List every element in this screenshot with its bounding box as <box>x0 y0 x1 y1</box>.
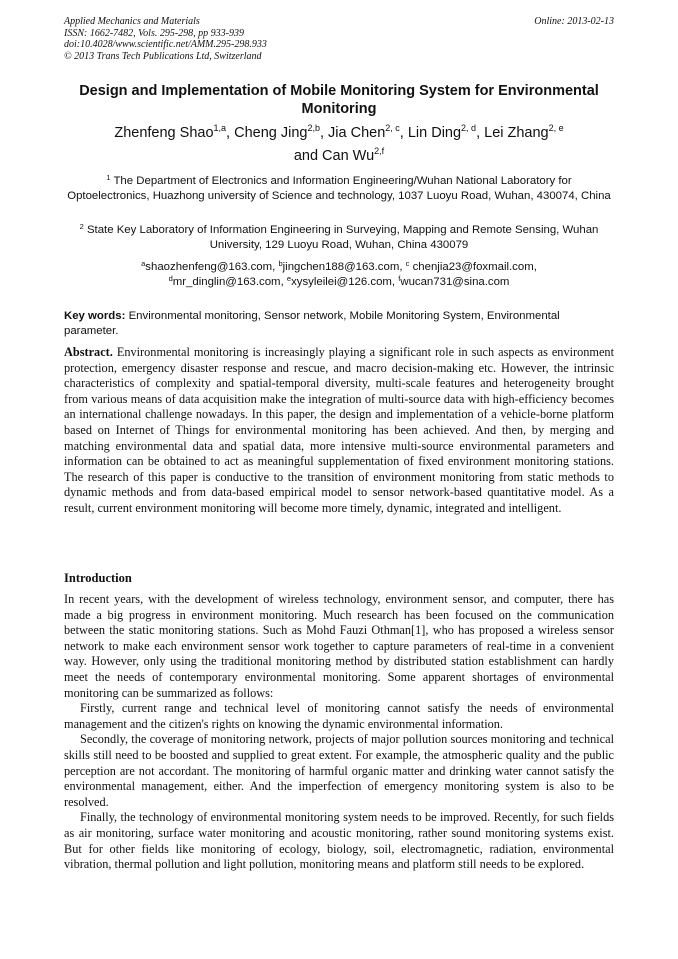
author: Lin Ding$^{2, d}$ <box>407 123 477 141</box>
abstract-text: Environmental monitoring is increasingly playing a significant role in such aspects as environment protection, emergency disaster response and rescue, and macro decision-making etc. However, the intrinsic characteristics of complexity and spatial-temporal diversity, multi-scale features and heterogeneity brought from various means of data acquisition make the integration of multi-source data with high-efficiency becomes an international challenge nowadays. In this paper, the design and implementation of a vehicle-borne platform based on Internet of Things for environmental monitoring has been achieved. And then, by merging and matching environmental data and spatial data, more intensive multi-source environmental parameters and information can be obtained to act as meaningful supplementation of fixed environment monitoring stations. The research of this paper is conductive to the transition of environment monitoring from static methods to dynamic methods and from data-based empirical model to sensor network-based quantitative model. As a result, current environment monitoring will become more timely, dynamic, integrated and intelligent. <box>64 345 614 515</box>
issn-line: ISSN: 1662-7482, Vols. 295-298, pp 933-939 <box>64 27 244 39</box>
copyright-line: © 2013 Trans Tech Publications Ltd, Switzerland <box>64 50 262 62</box>
author: Jia Chen$^{2, c}$ <box>328 123 400 141</box>
paragraph: Secondly, the coverage of monitoring network, projects of major pollution sources monitoring and technical skills still need to be boosted and supplied to great extent. For example, the atmospheric quality and the public perception are not accordant. The monitoring of harmful organic matter and drinking water cannot satisfy the environmental management, either. And the imperfection of emergency monitoring system is also to be resolved. <box>64 732 614 809</box>
email[interactable]: $^b$jingchen188@163.com <box>278 259 400 273</box>
journal-name: Applied Mechanics and Materials <box>64 16 200 27</box>
introduction-body <box>64 592 614 873</box>
online-date: Online: 2013-02-13 <box>534 16 614 27</box>
doi-line: doi:10.4028/www.scientific.net/AMM.295-298.933 <box>64 39 267 50</box>
paragraph: Finally, the technology of environmental monitoring system needs to be improved. Recently, for such fields as air monitoring, surface water monitoring and acoustic monitoring, rather sound monitoring systems exist. But for other fields like monitoring of ecology, biology, soil, electromagnetic, radiation, environmental vibration, thermal pollution and light pollution, monitoring means and platform still needs to be explored. <box>64 810 614 872</box>
email[interactable]: $^f$wucan731@sina.com <box>398 274 510 288</box>
affiliation: $^2$ State Key Laboratory of Information Engineering in Surveying, Mapping and Remote Sensing, Wuhan University, 129 Luoyu Road, Wuhan, China 430079 <box>79 222 599 251</box>
keywords-text: Environmental monitoring, Sensor network, Mobile Monitoring System, Environmental parameter. <box>64 310 560 337</box>
email[interactable]: $^a$shaozhenfeng@163.com <box>141 259 273 273</box>
section-heading-introduction: Introduction <box>64 571 132 585</box>
email[interactable]: $^c$ chenjia23@foxmail.com <box>405 259 534 273</box>
keywords <box>64 309 614 338</box>
email[interactable]: $^d$mr_dinglin@163.com <box>168 274 281 288</box>
author: Lei Zhang$^{2, e}$ <box>484 123 564 141</box>
email[interactable]: $^e$xysyleilei@126.com <box>286 274 392 288</box>
paragraph: In recent years, with the development of wireless technology, environment sensor, and computer, there has made a big progress in environment monitoring. Much research has been focused on the communication between the static monitoring stations. Such as Mohd Fauzi Othman[1], who has proposed a wireless sensor network to make each environment sensor work together to capture parameters of real-time in a convenient way. However, only using the traditional monitoring method by distributed station establishment can hardly meet the needs of contemporary environmental monitoring. Some apparent shortages of environmental monitoring can be summarized as follows: <box>64 592 614 700</box>
paragraph: Firstly, current range and technical level of monitoring cannot satisfy the needs of environmental management and the citizen's rights on knowing the dynamic environmental information. <box>64 701 614 731</box>
keywords-label: Key words: <box>64 310 126 322</box>
author: Zhenfeng Shao$^{1,a}$ <box>114 123 227 141</box>
author-list: Zhenfeng Shao$^{1,a}$, Cheng Jing$^{2,b}$, Jia Chen$^{2, c}$, Lin Ding$^{2, d}$, Lei Zhang$^{2, e}$ and Can Wu$^{2,f}$ <box>114 123 564 164</box>
paper-title: Design and Implementation of Mobile Monitoring System for Environmental Monitoring <box>79 83 599 117</box>
journal-header <box>64 16 614 62</box>
abstract <box>64 345 614 517</box>
author: Cheng Jing$^{2,b}$ <box>234 123 320 141</box>
affiliation: $^1$ The Department of Electronics and Information Engineering/Wuhan National Laboratory for Optoelectronics, Huazhong university of Science and technology, 1037 Luoyu Road, Wuhan, 430074, China <box>67 173 611 202</box>
email-list: $^a$shaozhenfeng@163.com, $^b$jingchen188@163.com, $^c$ chenjia23@foxmail.com, $^d$mr_dinglin@163.com, $^e$xysyleilei@126.com, $^f$wucan731@sina.com <box>141 259 537 288</box>
author: Can Wu$^{2,f}$ <box>322 146 385 164</box>
abstract-label: Abstract. <box>64 345 113 359</box>
